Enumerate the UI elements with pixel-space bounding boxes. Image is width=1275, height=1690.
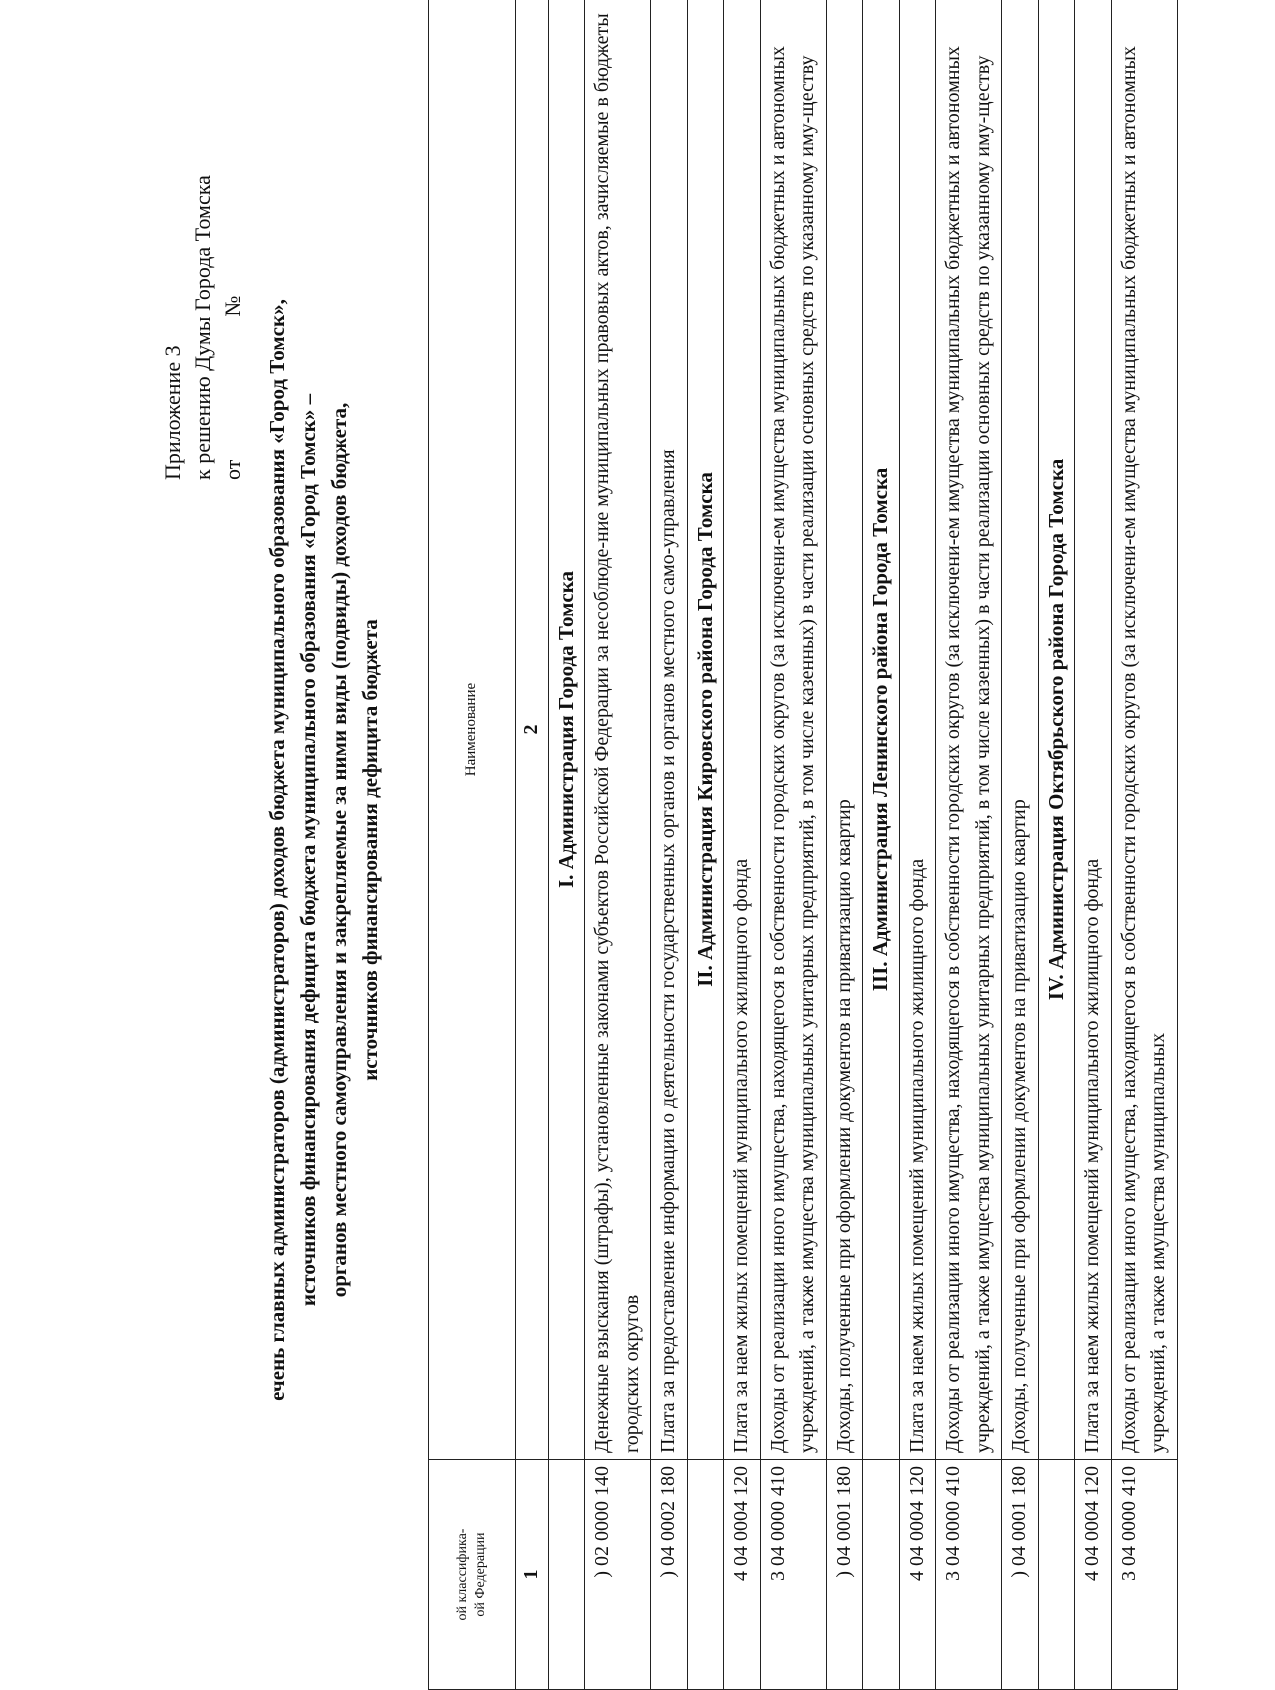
section-blank-cell [548, 1460, 585, 1690]
section-blank-cell [1038, 1460, 1075, 1690]
column-number-row [516, 0, 549, 1690]
appendix-line-2: к решению Думы Города Томска [190, 175, 215, 480]
row-code: ) 04 0002 180 [651, 1460, 688, 1690]
row-name: Плата за предоставление информации о деятельности государственных органов и органов местного само-управления [651, 0, 688, 1460]
section-title: II. Администрация Кировского района Города Томска [687, 0, 724, 1460]
section-title: IV. Администрация Октябрьского района Города Томска [1038, 0, 1075, 1460]
row-name: Доходы от реализации иного имущества, находящегося в собственности городских округов (за исключени-ем имущества муниципальных бюджетных и автономных учреждений, а также имущества муниципальных [1111, 0, 1177, 1460]
row-code: 4 04 0004 120 [724, 1460, 761, 1690]
title-line-1: ечень главных администраторов (администраторов) доходов бюджета муниципального образования «Город Томск», [265, 299, 289, 1401]
section-row [548, 0, 585, 1690]
table-row [651, 0, 688, 1690]
row-code: 3 04 0000 410 [1111, 1460, 1177, 1690]
row-code: ) 04 0001 180 [826, 1460, 863, 1690]
revenue-administrators-table [428, 0, 1178, 1690]
row-name: Денежные взыскания (штрафы), установленные законами субъектов Российской Федерации за несоблюде-ние муниципальных правовых актов, зачисляемые в бюджеты городских округов [585, 0, 651, 1460]
column-number-2: 2 [516, 0, 549, 1460]
section-blank-cell [687, 1460, 724, 1690]
section-row [1038, 0, 1075, 1690]
section-title: I. Администрация Города Томска [548, 0, 585, 1460]
column-number-1: 1 [516, 1460, 549, 1690]
document-title [262, 50, 386, 1650]
table-row [585, 0, 651, 1690]
row-code: 4 04 0004 120 [899, 1460, 936, 1690]
section-title: III. Администрация Ленинского района Города Томска [863, 0, 900, 1460]
title-line-3: органов местного самоуправления и закрепляемые за ними виды (подвиды) доходов бюджета, [327, 402, 351, 1298]
title-line-2: источников финансирования дефицита бюджета муниципального образования «Город Томск» – [296, 393, 320, 1307]
table-row [826, 0, 863, 1690]
row-name: Плата за наем жилых помещений муниципального жилищного фонда [724, 0, 761, 1460]
table-row [936, 0, 1002, 1690]
header-name-column [429, 0, 516, 1460]
row-code: 3 04 0000 410 [760, 1460, 826, 1690]
section-blank-cell [863, 1460, 900, 1690]
table-row [724, 0, 761, 1690]
row-code: 4 04 0004 120 [1075, 1460, 1112, 1690]
table-header-row [429, 0, 516, 1690]
table-row [760, 0, 826, 1690]
row-name: Доходы, полученные при оформлении документов на приватизацию квартир [826, 0, 863, 1460]
header-code-label: ой классифика- ой Федерации [455, 1528, 488, 1621]
row-code: ) 04 0001 180 [1002, 1460, 1039, 1690]
row-name: Доходы, полученные при оформлении документов на приватизацию квартир [1002, 0, 1039, 1460]
table-row [1002, 0, 1039, 1690]
appendix-note [158, 60, 248, 480]
appendix-line-3: от № [220, 295, 245, 480]
row-name: Плата за наем жилых помещений муниципального жилищного фонда [899, 0, 936, 1460]
row-code: 3 04 0000 410 [936, 1460, 1002, 1690]
row-name: Доходы от реализации иного имущества, находящегося в собственности городских округов (за исключени-ем имущества муниципальных бюджетных и автономных учреждений, а также имущества муниципальных унитарных предприятий, в том числе казенных) в части реализации основных средств по указанному иму-ществу [760, 0, 826, 1460]
table-row [899, 0, 936, 1690]
row-name: Плата за наем жилых помещений муниципального жилищного фонда [1075, 0, 1112, 1460]
row-code: ) 02 0000 140 [585, 1460, 651, 1690]
appendix-line-1: Приложение 3 [160, 345, 185, 480]
section-row [687, 0, 724, 1690]
header-code-column [429, 1460, 516, 1690]
title-line-4: источников финансирования дефицита бюджета [358, 619, 382, 1081]
table-row [1111, 0, 1177, 1690]
header-name-label: Наименование [463, 682, 480, 777]
table-row [1075, 0, 1112, 1690]
section-row [863, 0, 900, 1690]
row-name: Доходы от реализации иного имущества, находящегося в собственности городских округов (за исключени-ем имущества муниципальных бюджетных и автономных учреждений, а также имущества муниципальных унитарных предприятий, в том числе казенных) в части реализации основных средств по указанному иму-ществу [936, 0, 1002, 1460]
